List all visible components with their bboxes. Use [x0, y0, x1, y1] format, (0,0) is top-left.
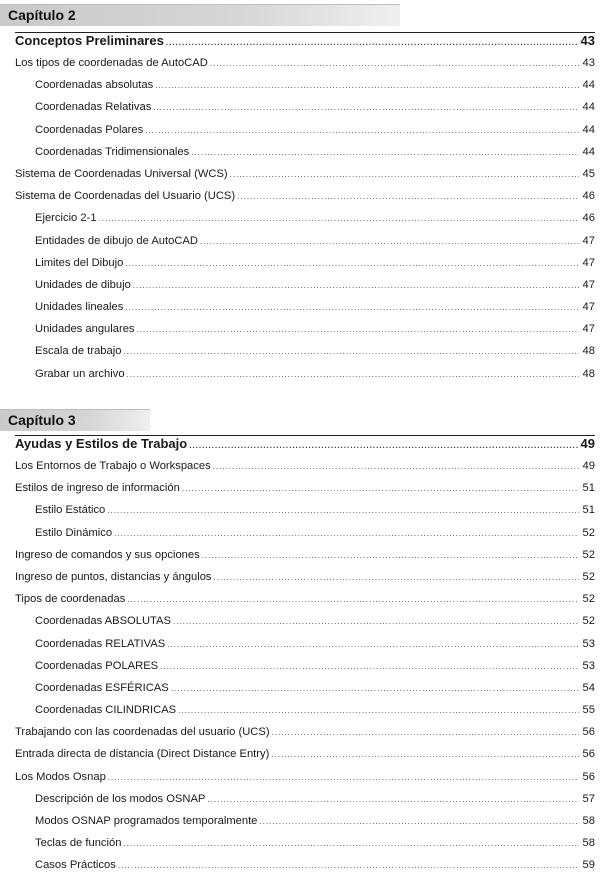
toc-entry-title: Coordenadas RELATIVAS: [35, 637, 166, 650]
toc-entry-title: Coordenadas absolutas: [35, 79, 154, 92]
toc-entry[interactable]: [15, 368, 595, 390]
toc-entry-page: 56: [582, 748, 595, 761]
dot-leader: [99, 214, 579, 223]
chapter-3-toc: [15, 436, 595, 875]
toc-entry-title: Ejercicio 2-1: [35, 212, 97, 225]
toc-entry[interactable]: [15, 345, 595, 367]
toc-section-heading[interactable]: [15, 33, 595, 57]
toc-entry-title: Sistema de Coordenadas Universal (WCS): [15, 167, 228, 180]
toc-entry-title: Ayudas y Estilos de Trabajo: [15, 436, 188, 451]
toc-entry[interactable]: [15, 146, 595, 168]
toc-entry[interactable]: [15, 257, 595, 279]
toc-entry-title: Coordenadas POLARES: [35, 659, 159, 672]
toc-entry[interactable]: [15, 212, 595, 234]
toc-entry-page: 47: [582, 323, 595, 336]
dot-leader: [166, 38, 579, 47]
dot-leader: [108, 773, 579, 782]
toc-entry-page: 43: [580, 33, 595, 48]
toc-entry-title: Conceptos Preliminares: [15, 33, 164, 48]
dot-leader: [145, 126, 579, 135]
toc-entry-page: 44: [582, 101, 595, 114]
toc-entry-page: 51: [582, 482, 595, 495]
dot-leader: [137, 325, 579, 334]
toc-entry-page: 44: [582, 145, 595, 158]
dot-leader: [259, 817, 579, 826]
dot-leader: [189, 441, 578, 450]
dot-leader: [178, 706, 579, 715]
toc-entry-title: Tipos de coordenadas: [15, 593, 126, 606]
toc-entry-page: 49: [580, 436, 595, 451]
toc-entry-title: Casos Prácticos: [35, 859, 116, 872]
dot-leader: [127, 595, 579, 604]
toc-entry-page: 44: [582, 79, 595, 92]
toc-entry-title: Estilos de ingreso de información: [15, 482, 180, 495]
toc-entry-page: 56: [582, 726, 595, 739]
toc-entry-title: Los tipos de coordenadas de AutoCAD: [15, 57, 208, 69]
toc-entry[interactable]: [15, 704, 595, 726]
toc-entry-title: Unidades lineales: [35, 301, 124, 314]
dot-leader: [118, 861, 579, 870]
dot-leader: [182, 484, 579, 493]
toc-entry-page: 52: [582, 548, 595, 561]
dot-leader: [237, 192, 579, 201]
toc-entry[interactable]: [15, 837, 595, 859]
toc-entry-title: Estilo Dinámico: [35, 526, 113, 539]
toc-entry-title: Teclas de función: [35, 837, 122, 850]
toc-entry-title: Unidades angulares: [35, 323, 135, 336]
toc-entry-title: Coordenadas Polares: [35, 123, 144, 136]
dot-leader: [133, 281, 579, 290]
toc-entry[interactable]: [15, 660, 595, 682]
chapter-3-label: Capítulo 3: [8, 412, 76, 428]
toc-entry-title: Coordenadas Tridimensionales: [35, 145, 190, 158]
toc-entry-title: Coordenadas ESFÉRICAS: [35, 681, 169, 694]
toc-entry[interactable]: [15, 771, 595, 793]
toc-entry-page: 52: [582, 593, 595, 606]
toc-entry[interactable]: [15, 79, 595, 101]
chapter-2-tab: [0, 4, 400, 26]
dot-leader: [123, 839, 579, 848]
toc-entry[interactable]: [15, 124, 595, 146]
toc-entry[interactable]: [15, 323, 595, 345]
toc-entry[interactable]: [15, 190, 595, 212]
dot-leader: [272, 728, 579, 737]
toc-entry-page: 49: [582, 460, 595, 472]
toc-entry-title: Unidades de dibujo: [35, 278, 131, 291]
dot-leader: [167, 640, 579, 649]
toc-entry-page: 45: [582, 167, 595, 180]
toc-entry-title: Descripción de los modos OSNAP: [35, 792, 206, 805]
toc-entry-title: Coordenadas Relativas: [35, 101, 152, 114]
dot-leader: [153, 103, 579, 112]
toc-entry[interactable]: [15, 549, 595, 571]
toc-entry-title: Ingreso de puntos, distancias y ángulos: [15, 570, 212, 583]
toc-entry[interactable]: [15, 615, 595, 637]
toc-entry[interactable]: [15, 482, 595, 504]
toc-entry-page: 48: [582, 345, 595, 358]
dot-leader: [207, 795, 579, 804]
toc-entry[interactable]: [15, 748, 595, 770]
toc-entry[interactable]: [15, 460, 595, 482]
toc-entry-page: 59: [582, 859, 595, 872]
toc-entry[interactable]: [15, 57, 595, 79]
toc-entry-page: 53: [582, 659, 595, 672]
toc-entry-page: 51: [582, 504, 595, 517]
toc-entry-page: 46: [582, 212, 595, 225]
toc-entry-title: Modos OSNAP programados temporalmente: [35, 815, 258, 827]
toc-entry-title: Coordenadas ABSOLUTAS: [35, 615, 171, 628]
toc-entry-page: 47: [582, 234, 595, 247]
toc-entry-page: 54: [582, 681, 595, 694]
dot-leader: [200, 237, 579, 246]
toc-entry-title: Los Modos Osnap: [15, 770, 106, 783]
toc-entry[interactable]: [15, 859, 595, 875]
dot-leader: [191, 148, 579, 157]
toc-entry-page: 58: [582, 815, 595, 827]
toc-entry-page: 46: [582, 190, 595, 203]
toc-entry[interactable]: [15, 235, 595, 257]
toc-entry-page: 55: [582, 704, 595, 717]
toc-entry-title: Estilo Estático: [35, 504, 106, 517]
dot-leader: [127, 370, 579, 379]
chapter-2-toc: [15, 33, 595, 390]
toc-entry-title: Grabar un archivo: [35, 367, 125, 380]
toc-entry[interactable]: [15, 571, 595, 593]
dot-leader: [160, 662, 579, 671]
toc-entry-title: Limites del Dibujo: [35, 256, 124, 269]
chapter-2-label: Capítulo 2: [8, 7, 76, 23]
toc-entry[interactable]: [15, 726, 595, 748]
dot-leader: [125, 303, 579, 312]
toc-entry-page: 58: [582, 837, 595, 850]
dot-leader: [107, 506, 579, 515]
toc-entry[interactable]: [15, 101, 595, 123]
dot-leader: [202, 551, 579, 560]
toc-entry-title: Sistema de Coordenadas del Usuario (UCS): [15, 190, 236, 203]
dot-leader: [155, 81, 579, 90]
dot-leader: [271, 750, 579, 759]
dot-leader: [214, 573, 579, 582]
toc-entry-title: Ingreso de comandos y sus opciones: [15, 548, 200, 561]
toc-entry[interactable]: [15, 279, 595, 301]
toc-entry-page: 52: [582, 526, 595, 539]
toc-entry[interactable]: [15, 527, 595, 549]
toc-entry[interactable]: [15, 301, 595, 323]
toc-entry-page: 47: [582, 278, 595, 291]
dot-leader: [173, 617, 579, 626]
toc-entry-page: 53: [582, 637, 595, 650]
toc-entry-page: 48: [582, 367, 595, 380]
toc-entry-page: 43: [582, 57, 595, 69]
dot-leader: [230, 170, 579, 179]
dot-leader: [213, 462, 579, 471]
dot-leader: [210, 59, 579, 68]
toc-entry-title: Entrada directa de distancia (Direct Distance Entry): [15, 748, 270, 761]
toc-entry[interactable]: [15, 815, 595, 837]
toc-entry-page: 47: [582, 256, 595, 269]
toc-entry-page: 52: [582, 570, 595, 583]
toc-entry-title: Trabajando con las coordenadas del usuario (UCS): [15, 726, 270, 739]
dot-leader: [123, 347, 579, 356]
toc-section-heading[interactable]: [15, 436, 595, 460]
toc-entry[interactable]: [15, 168, 595, 190]
dot-leader: [114, 529, 579, 538]
toc-entry[interactable]: [15, 504, 595, 526]
toc-entry[interactable]: [15, 682, 595, 704]
toc-entry-title: Los Entornos de Trabajo o Workspaces: [15, 460, 211, 472]
dot-leader: [125, 259, 579, 268]
toc-entry-page: 52: [582, 615, 595, 628]
chapter-3-tab: [0, 409, 150, 431]
toc-entry-page: 57: [582, 792, 595, 805]
toc-entry-page: 44: [582, 123, 595, 136]
toc-entry-page: 56: [582, 770, 595, 783]
toc-entry[interactable]: [15, 593, 595, 615]
dot-leader: [171, 684, 579, 693]
toc-entry-title: Entidades de dibujo de AutoCAD: [35, 234, 198, 247]
toc-entry[interactable]: [15, 793, 595, 815]
toc-entry-title: Escala de trabajo: [35, 345, 122, 358]
toc-entry-title: Coordenadas CILINDRICAS: [35, 704, 177, 717]
toc-entry-page: 47: [582, 301, 595, 314]
toc-entry[interactable]: [15, 638, 595, 660]
